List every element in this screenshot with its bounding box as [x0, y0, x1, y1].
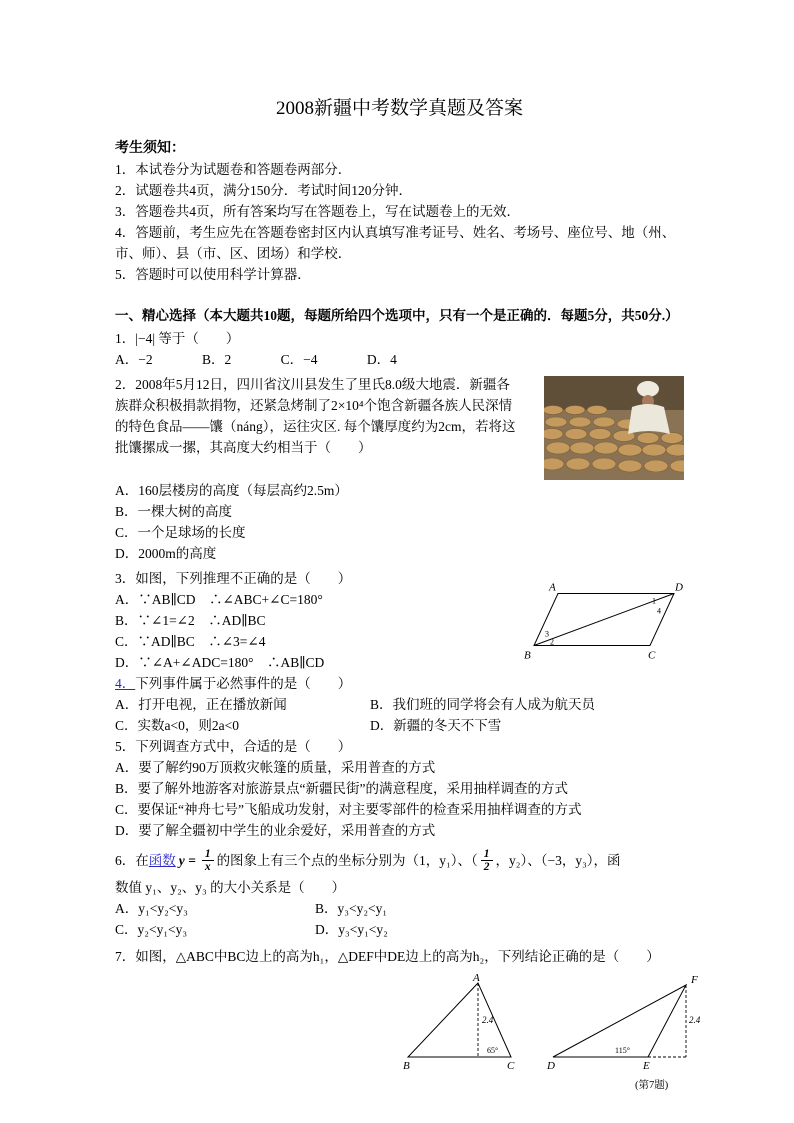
q6-stem-line-1	[115, 843, 684, 877]
q6-frac2-denominator: 2	[483, 860, 490, 873]
q6-stem-part-3: 的图象上有三个点的坐标分别为（1，y₁）、（	[216, 852, 478, 868]
q6-option-c: C．y₂<y₁<y₃	[115, 922, 188, 937]
angle-label-1: 1	[652, 596, 656, 606]
q1-option-a: A．−2	[115, 352, 153, 367]
vertex-label-a: A	[473, 973, 480, 984]
q2-option-d: D．2000m的高度	[115, 546, 217, 561]
naan-photo-image	[544, 376, 684, 480]
angle-c-value: 65°	[487, 1046, 499, 1055]
q1-option-c: C．−4	[280, 352, 318, 367]
q1-stem: 1．|−4| 等于（ ）	[115, 331, 240, 346]
vertex-label-b: B	[403, 1060, 410, 1072]
angle-e-value: 115°	[615, 1046, 630, 1055]
vertex-label-c: C	[648, 649, 656, 662]
vertex-label-d: D	[547, 1060, 555, 1072]
q2-stem-row	[115, 374, 684, 480]
q2-option-c: C．一个足球场的长度	[115, 525, 246, 540]
q3-text-block	[115, 568, 524, 673]
q4-number-link[interactable]: 4．	[115, 676, 136, 691]
vertex-label-d: D	[675, 581, 683, 594]
q6-stem-part-1: 6．在	[115, 852, 149, 868]
notice-item-2: 2．试题卷共4页，满分150分．考试时间120分钟．	[115, 183, 412, 198]
angle-label-4: 4	[657, 606, 661, 616]
q2-option-a: A．160层楼房的高度（每层高约2.5m）	[115, 483, 348, 498]
q6-frac1-numerator: 1	[202, 848, 214, 861]
question-5	[115, 736, 684, 841]
q4-options-row-1	[115, 694, 684, 715]
q7-triangles-figure	[403, 973, 713, 1073]
q7-figure-wrap	[403, 973, 701, 1079]
height-h1-value: 2.4	[482, 1015, 494, 1025]
notice-item-3: 3．答题卷共4页，所有答案均写在答题卷上，写在试题卷上的无效．	[115, 204, 520, 219]
q7-stem: 7．如图，△ABC中BC边上的高为h₁，△DEF中DE边上的高为h₂，下列结论正确的是（ ）	[115, 949, 660, 964]
q2-option-b: B．一棵大树的高度	[115, 504, 233, 519]
section-heading: 一、精心选择（本大题共10题，每题所给四个选项中，只有一个是正确的．每题5分，共50分.）	[115, 308, 679, 323]
q6-option-d: D．y₃<y₁<y₂	[315, 922, 388, 937]
q5-option-c: C．要保证“神舟七号”飞船成功发射，对主要零部件的检查采用抽样调查的方式	[115, 802, 582, 817]
question-3	[115, 568, 684, 673]
q6-option-a: A．y₁<y₂<y₃	[115, 901, 188, 916]
q6-stem-line-2: 数值 y₁、y₂、y₃ 的大小关系是（ ）	[115, 880, 346, 895]
q4-option-b: B．我们班的同学将会有人成为航天员	[370, 697, 596, 712]
notice-heading: 考生须知：	[115, 141, 185, 156]
q1-options	[115, 349, 684, 370]
page-title: 2008新疆中考数学真题及答案	[275, 98, 523, 119]
notice-item-4: 4．答题前，考生应先在答题卷密封区内认真填写准考证号、姓名、考场号、座位号、地（州、市、师）、县（市、区、团场）和学校．	[115, 225, 676, 261]
q6-option-b: B．y₃<y₂<y₁	[315, 901, 388, 916]
angle-label-2: 2	[550, 637, 554, 647]
vertex-label-b: B	[524, 649, 531, 662]
q1-option-b: B．2	[202, 352, 232, 367]
q4-option-a: A．打开电视，正在播放新闻	[115, 697, 287, 712]
question-6	[115, 843, 684, 940]
q6-options-row-2	[115, 919, 684, 940]
q6-fraction-1-over-x	[202, 848, 214, 873]
question-4	[115, 673, 684, 736]
q3-stem: 3．如图，下列推理不正确的是（ ）	[115, 571, 352, 586]
question-1	[115, 328, 684, 370]
vertex-label-c: C	[507, 1060, 515, 1072]
q6-function-link[interactable]: 函数	[148, 852, 176, 868]
q3-option-b: B．∵∠1=∠2 ∴AD∥BC	[115, 613, 266, 628]
q3-option-a: A．∵AB∥CD ∴∠ABC+∠C=180°	[115, 592, 323, 607]
q6-equation-lhs: y =	[178, 852, 196, 868]
notice-item-1: 1．本试卷分为试题卷和答题卷两部分．	[115, 162, 352, 177]
height-h2-value: 2.4	[689, 1015, 701, 1025]
photo-background-top	[544, 376, 684, 410]
angle-label-3: 3	[545, 629, 549, 639]
q4-options-row-2	[115, 715, 684, 736]
q3-option-c: C．∵AD∥BC ∴∠3=∠4	[115, 634, 266, 649]
q3-parallelogram-figure	[524, 570, 684, 673]
q2-stem: 2．2008年5月12日，四川省汶川县发生了里氏8.0级大地震．新疆各族群众积极捐款捐物，还紧急烤制了2×10⁴个饱含新疆各族人民深情的特色食品——馕（náng），运往灾区. 每个馕厚度约为2cm，若将这批馕摞成一摞，其高度大约相当于（ ）	[115, 377, 516, 455]
notice-item-5: 5．答题时可以使用科学计算器．	[115, 267, 311, 282]
q6-frac2-numerator: 1	[481, 848, 493, 861]
q4-stem-line	[115, 673, 684, 694]
q5-option-d: D．要了解全疆初中学生的业余爱好，采用普查的方式	[115, 823, 436, 838]
notice-section	[115, 138, 684, 285]
vertex-label-a: A	[549, 581, 556, 594]
vertex-label-e: E	[643, 1060, 650, 1072]
q5-option-a: A．要了解约90万顶救灾帐篷的质量，采用普查的方式	[115, 760, 436, 775]
question-2	[115, 374, 684, 564]
q5-option-b: B．要了解外地游客对旅游景点“新疆民街”的满意程度，采用抽样调查的方式	[115, 781, 568, 796]
question-7	[115, 946, 701, 1093]
q4-option-d: D．新疆的冬天不下雪	[370, 718, 502, 733]
q6-fraction-1-over-2	[481, 848, 493, 873]
q3-option-d: D．∵∠A+∠ADC=180° ∴AB∥CD	[115, 655, 325, 670]
q4-stem: 下列事件属于必然事件的是（ ）	[135, 676, 352, 691]
q6-frac1-denominator: x	[204, 860, 211, 873]
q4-option-c: C．实数a<0，则2a<0	[115, 718, 239, 733]
q5-stem: 5．下列调查方式中，合适的是（ ）	[115, 739, 352, 754]
q7-figure-caption: (第7题)	[635, 1080, 669, 1091]
vertex-label-f: F	[691, 974, 698, 986]
q6-stem-part-4: ，y₂）、（−3，y₃），函	[495, 852, 621, 868]
q1-option-d: D．4	[366, 352, 397, 367]
q6-options-row-1	[115, 898, 684, 919]
